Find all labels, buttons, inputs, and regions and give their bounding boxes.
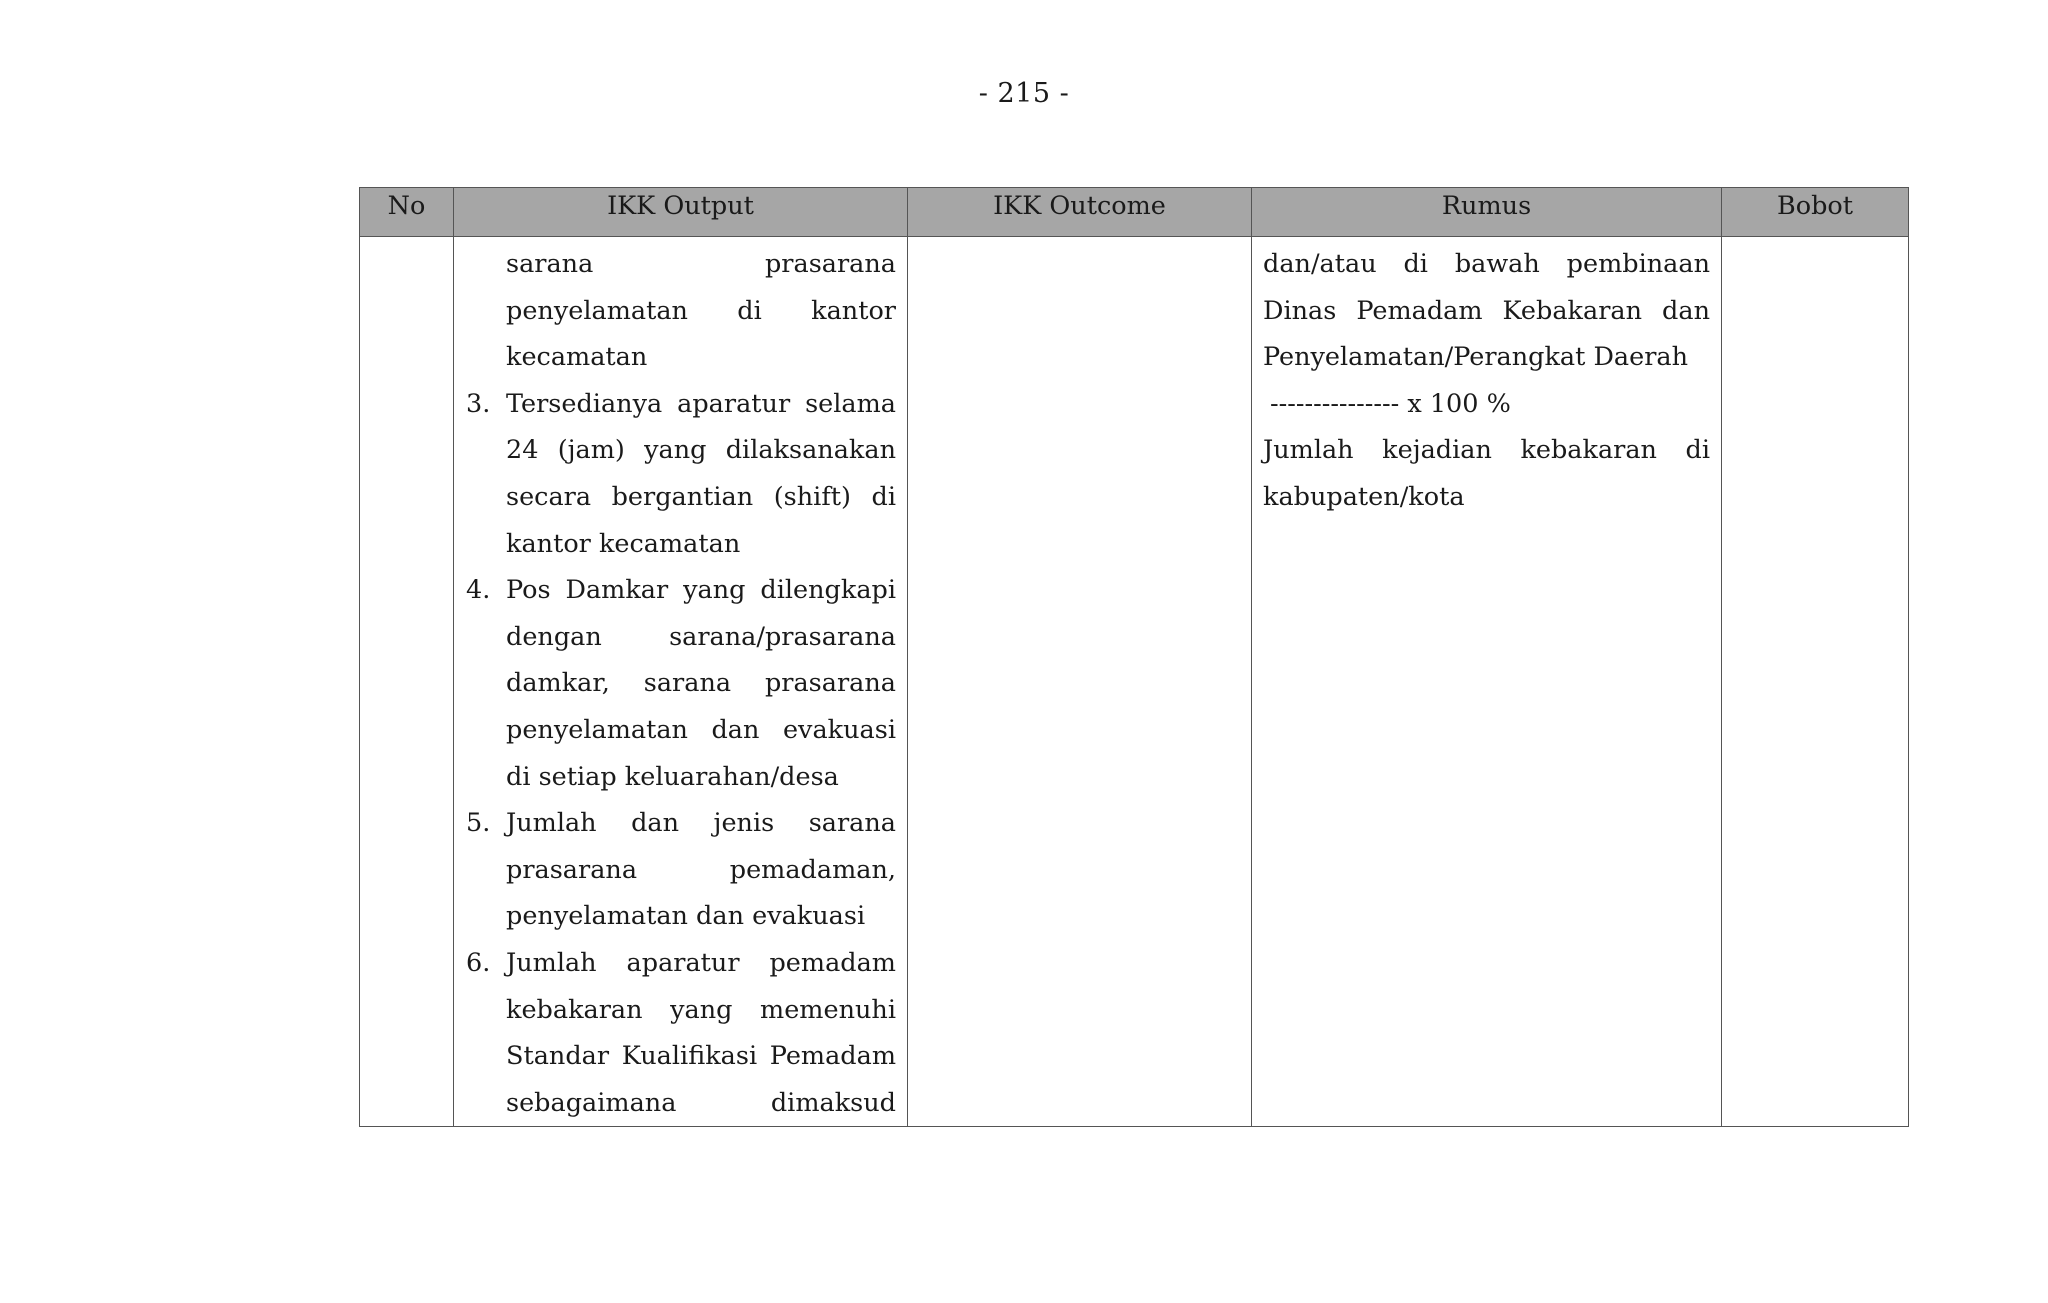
- ikk-output-line: [454, 241, 907, 288]
- cell-no: [360, 237, 454, 1127]
- ikk-output-text: prasarana pemadaman,: [506, 854, 896, 885]
- ikk-output-text: penyelamatan di kantor: [506, 295, 896, 326]
- ikk-output-text: kecamatan: [506, 342, 648, 373]
- ikk-output-text: kantor kecamatan: [506, 528, 741, 559]
- list-number: 6.: [466, 947, 491, 978]
- ikk-output-line: [454, 660, 907, 707]
- rumus-line: --------------- x 100 %: [1270, 388, 1511, 419]
- ikk-output-text: penyelamatan dan evakuasi: [506, 714, 896, 745]
- ikk-output-text: Jumlah aparatur pemadam: [506, 947, 896, 978]
- header-ikk-outcome: IKK Outcome: [908, 188, 1252, 237]
- header-no: No: [360, 188, 454, 237]
- ikk-output-line: [454, 940, 907, 987]
- ikk-output-line: [454, 474, 907, 521]
- ikk-output-line: [454, 334, 907, 381]
- ikk-output-line: [454, 754, 907, 801]
- ikk-output-text: kebakaran yang memenuhi: [506, 994, 896, 1025]
- ikk-output-line: [454, 1080, 907, 1127]
- table-header-row: [360, 188, 1909, 237]
- ikk-output-text: damkar, sarana prasarana: [506, 668, 896, 699]
- cell-rumus: [1252, 237, 1722, 1127]
- ikk-output-text: di setiap keluarahan/desa: [506, 761, 839, 792]
- ikk-output-line: [454, 847, 907, 894]
- rumus-line: Jumlah kejadian kebakaran di: [1263, 435, 1710, 466]
- list-number: 3.: [466, 388, 491, 419]
- ikk-output-text: sarana prasarana: [506, 249, 896, 279]
- ikk-output-text: secara bergantian (shift) di: [506, 481, 896, 512]
- page-number: - 215 -: [978, 78, 1070, 109]
- ikk-output-line: [454, 381, 907, 428]
- header-rumus: Rumus: [1252, 188, 1722, 237]
- ikk-output-line: [454, 567, 907, 614]
- rumus-line: dan/atau di bawah pembinaan: [1263, 249, 1710, 279]
- ikk-output-text: penyelamatan dan evakuasi: [506, 901, 866, 932]
- rumus-line: Penyelamatan/Perangkat Daerah: [1263, 342, 1689, 373]
- header-ikk-output: IKK Output: [454, 188, 908, 237]
- ikk-output-line: [454, 987, 907, 1034]
- ikk-output-text: Standar Kualifikasi Pemadam: [506, 1041, 896, 1072]
- ikk-output-line: [454, 707, 907, 754]
- ikk-output-text: dengan sarana/prasarana: [506, 621, 896, 652]
- cell-ikk-output: [454, 237, 908, 1127]
- list-number: 4.: [466, 575, 491, 606]
- rumus-line: Dinas Pemadam Kebakaran dan: [1263, 295, 1710, 326]
- ikk-table: [359, 187, 1909, 1127]
- ikk-output-line: [454, 521, 907, 568]
- table-row: [360, 237, 1909, 1127]
- cell-bobot: [1722, 237, 1909, 1127]
- ikk-output-line: [454, 427, 907, 474]
- ikk-output-text: Jumlah dan jenis sarana: [506, 808, 896, 839]
- ikk-output-line: [454, 800, 907, 847]
- ikk-output-text: 24 (jam) yang dilaksanakan: [506, 435, 896, 466]
- header-bobot: Bobot: [1722, 188, 1909, 237]
- list-number: 5.: [466, 808, 491, 839]
- rumus-line: kabupaten/kota: [1263, 481, 1465, 512]
- ikk-output-text: Tersedianya aparatur selama: [506, 388, 896, 419]
- cell-ikk-outcome: [908, 237, 1252, 1127]
- ikk-output-line: [454, 1033, 907, 1080]
- ikk-output-line: [454, 614, 907, 661]
- ikk-output-line: [454, 893, 907, 940]
- ikk-output-text: sebagaimana dimaksud: [506, 1087, 896, 1118]
- ikk-output-text: Pos Damkar yang dilengkapi: [506, 575, 896, 606]
- ikk-output-line: [454, 288, 907, 335]
